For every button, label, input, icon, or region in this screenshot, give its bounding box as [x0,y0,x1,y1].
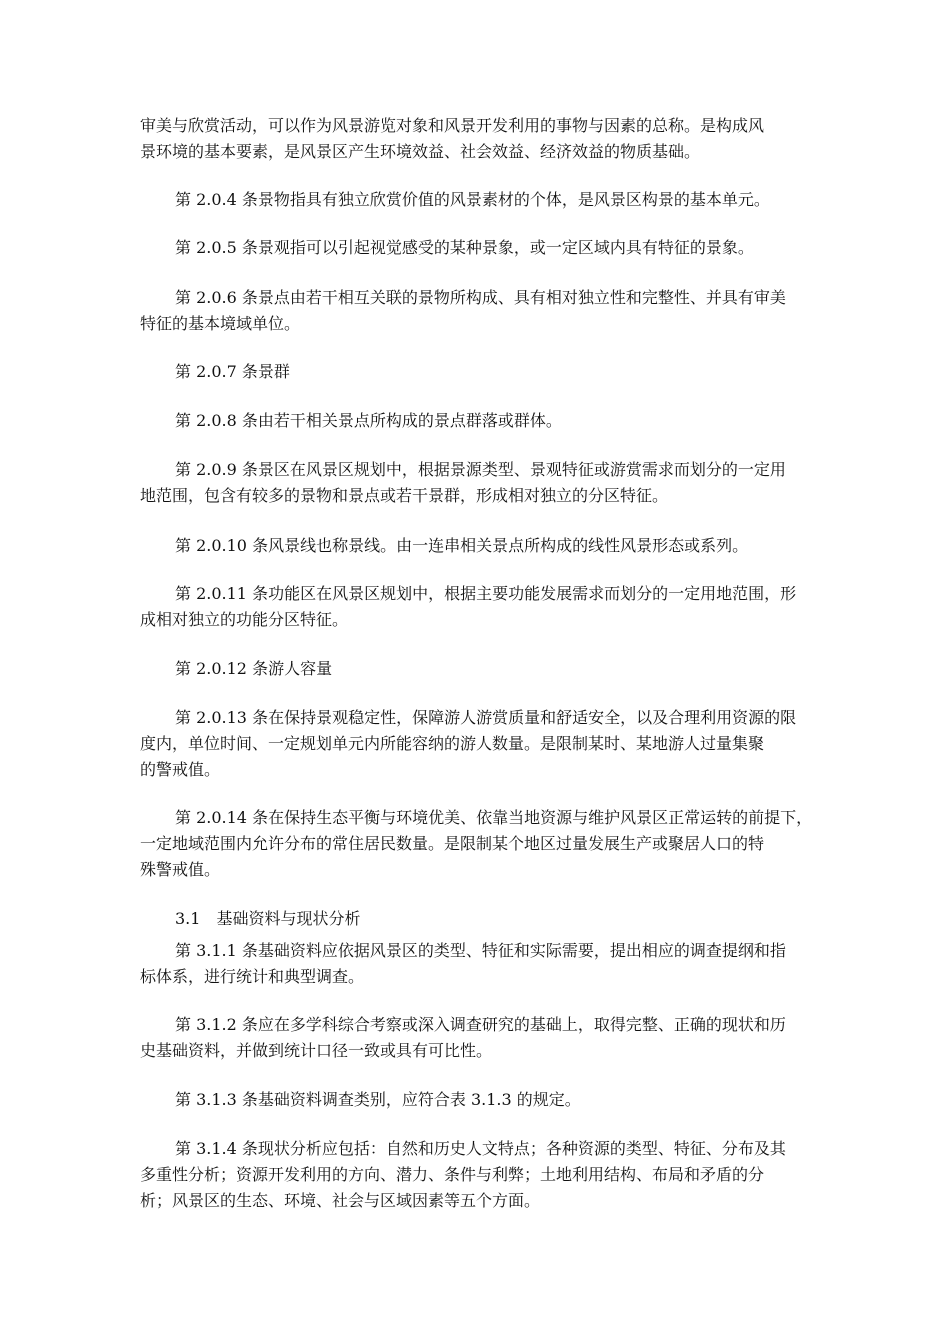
text-line: 殊警戒值。 [140,860,221,879]
text-line: 成相对独立的功能分区特征。 [140,610,349,629]
text-line: 第 3.1.4 条现状分析应包括：自然和历史人文特点；各种资源的类型、特征、分布及其 [175,1139,786,1158]
text-line: 度内，单位时间、一定规划单元内所能容纳的游人数量。是限制某时、某地游人过量集聚 [140,734,765,753]
clause-2-0-5 [140,235,820,261]
text-line: 第 2.0.8 条由若干相关景点所构成的景点群落或群体。 [175,411,562,430]
text-line: 审美与欣赏活动，可以作为风景游览对象和风景开发利用的事物与因素的总称。是构成风 [140,116,765,135]
text-line: 的警戒值。 [140,760,221,779]
clause-2-0-8 [140,408,820,434]
text-line: 第 2.0.6 条景点由若干相互关联的景物所构成、具有相对独立性和完整性、并具有审美 [175,288,786,307]
clause-3-1-1 [140,938,820,990]
paragraph-continuation [140,113,820,165]
text-line: 第 2.0.10 条风景线也称景线。由一连串相关景点所构成的线性风景形态或系列。 [175,536,749,555]
clause-2-0-9 [140,457,820,509]
section-number: 3.1 [175,909,201,928]
text-line: 第 2.0.13 条在保持景观稳定性，保障游人游赏质量和舒适安全，以及合理利用资源的限 [175,708,797,727]
clause-2-0-13 [140,705,820,783]
text-line: 多重性分析；资源开发利用的方向、潜力、条件与利弊；土地利用结构、布局和矛盾的分 [140,1165,765,1184]
clause-2-0-12 [140,656,820,682]
text-line: 析；风景区的生态、环境、社会与区域因素等五个方面。 [140,1191,541,1210]
text-line: 第 3.1.1 条基础资料应依据风景区的类型、特征和实际需要，提出相应的调查提纲和指 [175,941,786,960]
section-heading [175,906,360,932]
clause-3-1-4 [140,1136,820,1214]
clause-3-1-3 [140,1087,820,1113]
clause-2-0-10 [140,533,820,559]
clause-2-0-6 [140,285,820,337]
section-title: 基础资料与现状分析 [216,909,361,928]
clause-2-0-7 [140,359,820,385]
text-line: 史基础资料，并做到统计口径一致或具有可比性。 [140,1041,493,1060]
clause-3-1-2 [140,1012,820,1064]
text-line: 第 2.0.5 条景观指可以引起视觉感受的某种景象，或一定区域内具有特征的景象。 [175,238,754,257]
text-line: 地范围，包含有较多的景物和景点或若干景群，形成相对独立的分区特征。 [140,486,669,505]
text-line: 第 2.0.12 条游人容量 [175,659,333,678]
clause-2-0-4 [140,187,820,213]
text-line: 第 2.0.4 条景物指具有独立欣赏价值的风景素材的个体，是风景区构景的基本单元。 [175,190,770,209]
text-line: 第 3.1.2 条应在多学科综合考察或深入调查研究的基础上，取得完整、正确的现状和历 [175,1015,786,1034]
text-line: 标体系，进行统计和典型调查。 [140,967,365,986]
clause-2-0-11 [140,581,820,633]
text-line: 第 2.0.7 条景群 [175,362,290,381]
text-line: 景环境的基本要素，是风景区产生环境效益、社会效益、经济效益的物质基础。 [140,142,701,161]
text-line: 第 2.0.9 条景区在风景区规划中，根据景源类型、景观特征或游赏需求而划分的一定用 [175,460,786,479]
clause-2-0-14 [140,805,820,883]
text-line: 特征的基本境域单位。 [140,314,301,333]
text-line: 第 2.0.14 条在保持生态平衡与环境优美、依靠当地资源与维护风景区正常运转的前提下， [175,808,813,827]
text-line: 第 2.0.11 条功能区在风景区规划中，根据主要功能发展需求而划分的一定用地范围，形 [175,584,797,603]
text-line: 一定地域范围内允许分布的常住居民数量。是限制某个地区过量发展生产或聚居人口的特 [140,834,765,853]
text-line: 第 3.1.3 条基础资料调查类别，应符合表 3.1.3 的规定。 [175,1090,581,1109]
